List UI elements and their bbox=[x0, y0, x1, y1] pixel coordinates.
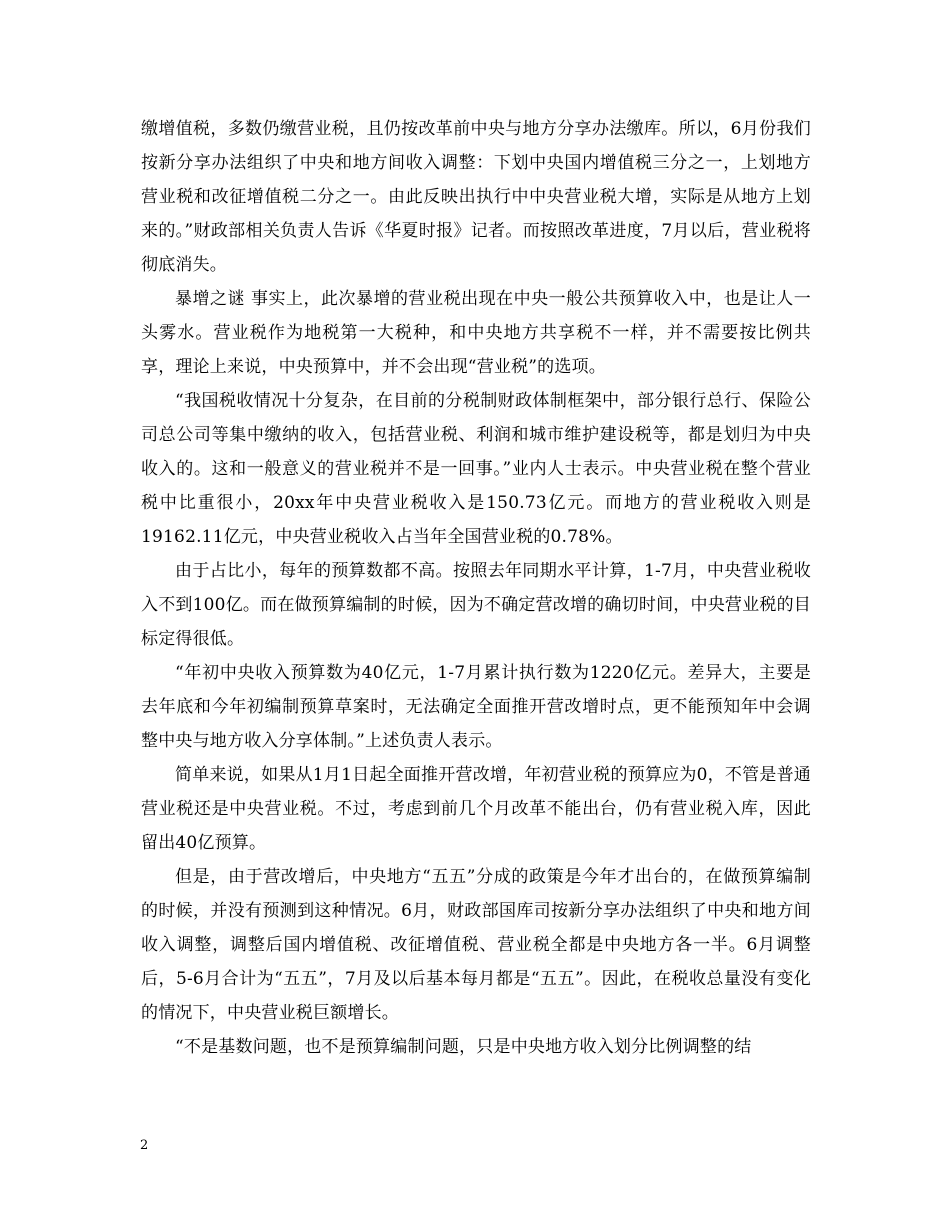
body-text bbox=[141, 112, 811, 1064]
paragraph-3: “我国税收情况十分复杂，在目前的分税制财政体制框架中，部分银行总行、保险公司总公司等集中缴纳的收入，包括营业税、利润和城市维护建设税等，都是划归为中央收入的。这和一般意义的营业税并不是一回事。”业内人士表示。中央营业税在整个营业税中比重很小，20xx年中央营业税收入是150.73亿元。而地方的营业税收入则是19162.11亿元，中央营业税收入占当年全国营业税的0.78%。 bbox=[141, 391, 811, 547]
paragraph-1: 缴增值税，多数仍缴营业税，且仍按改革前中央与地方分享办法缴库。所以，6月份我们按新分享办法组织了中央和地方间收入调整：下划中央国内增值税三分之一，上划地方营业税和改征增值税二分之一。由此反映出执行中中央营业税大增，实际是从地方上划来的。”财政部相关负责人告诉《华夏时报》记者。而按照改革进度，7月以后，营业税将彻底消失。 bbox=[141, 119, 811, 275]
paragraph-6: 简单来说，如果从1月1日起全面推开营改增，年初营业税的预算应为0，不管是普通营业税还是中央营业税。不过，考虑到前几个月改革不能出台，仍有营业税入库，因此留出40亿预算。 bbox=[141, 765, 811, 853]
paragraph-8: “不是基数问题，也不是预算编制问题，只是中央地方收入划分比例调整的结 bbox=[175, 1037, 752, 1057]
page-number: 2 bbox=[140, 1138, 149, 1153]
paragraph-5: “年初中央收入预算数为40亿元，1-7月累计执行数为1220亿元。差异大，主要是去年底和今年初编制预算草案时，无法确定全面推开营改增时点，更不能预知年中会调整中央与地方收入分享体制。”上述负责人表示。 bbox=[141, 663, 811, 751]
paragraph-7: 但是，由于营改增后，中央地方“五五”分成的政策是今年才出台的，在做预算编制的时候，并没有预测到这种情况。6月，财政部国库司按新分享办法组织了中央和地方间收入调整，调整后国内增值税、改征增值税、营业税全都是中央地方各一半。6月调整后，5-6月合计为“五五”，7月及以后基本每月都是“五五”。因此，在税收总量没有变化的情况下，中央营业税巨额增长。 bbox=[141, 867, 811, 1023]
paragraph-2: 暴增之谜 事实上，此次暴增的营业税出现在中央一般公共预算收入中，也是让人一头雾水。营业税作为地税第一大税种，和中央地方共享税不一样，并不需要按比例共享，理论上来说，中央预算中，并不会出现“营业税”的选项。 bbox=[141, 289, 811, 377]
paragraph-4: 由于占比小，每年的预算数都不高。按照去年同期水平计算，1-7月，中央营业税收入不到100亿。而在做预算编制的时候，因为不确定营改增的确切时间，中央营业税的目标定得很低。 bbox=[141, 561, 811, 649]
